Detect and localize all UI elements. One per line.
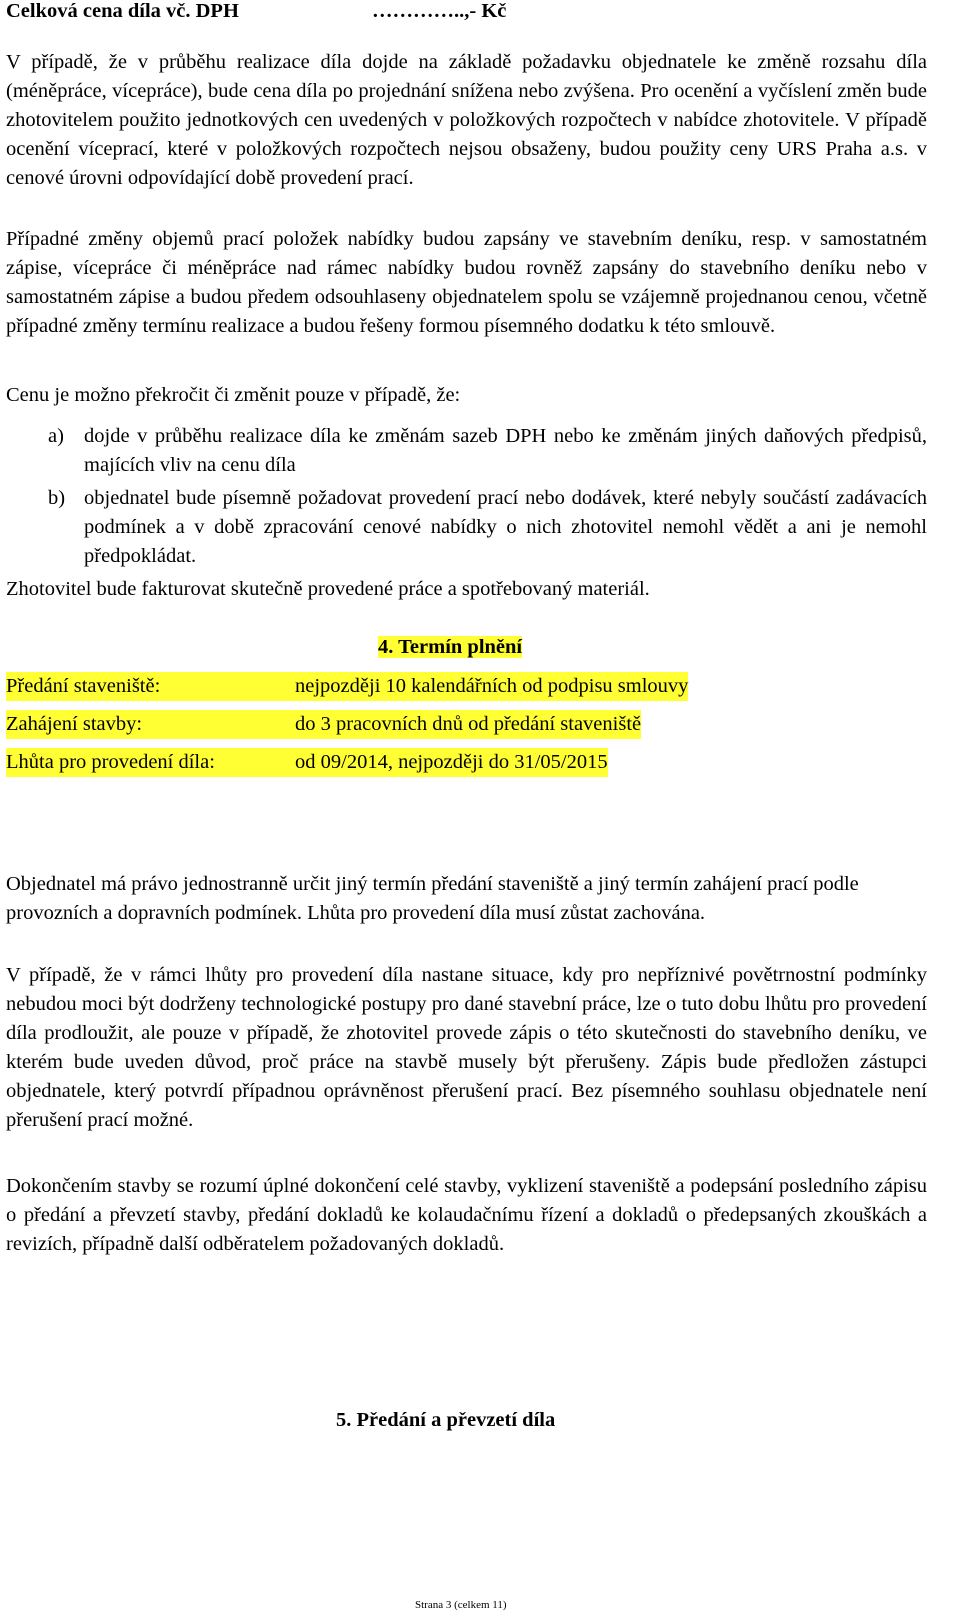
weather-delay-paragraph: V případě, že v rámci lhůty pro provedení díla nastane situace, kdy pro nepříznivé povětrnostní podmínky nebudou moci být dodrženy technologické postupy pro dané stavební práce, lze o tuto dobu lhůtu pro provedení díla prodloužit, ale pouze v případě, že zhotovitel provede zápis o této skutečnosti do stavebního deníku, ve kterém bude uveden důvod, proč práce na stavbě musely být přerušeny. Zápis bude předložen zástupci objednatele, který potvrdí případnou oprávněnost přerušení prací. Bez písemného souhlasu objednatele není přerušení prací možné. xyxy=(6,964,927,1131)
total-price-label: Celková cena díla vč. DPH xyxy=(6,0,239,22)
invoicing-paragraph: Zhotovitel bude fakturovat skutečně provedené práce a spotřebovaný materiál. xyxy=(6,578,650,600)
schedule-row-label: Zahájení stavby: xyxy=(6,710,295,739)
completion-definition-paragraph: Dokončením stavby se rozumí úplné dokončení celé stavby, vyklizení staveniště a podepsání posledního zápisu o předání a převzetí stavby, předání dokladů ke kolaudačnímu řízení a dokladů o předepsaných zkouškách a revizích, případně další odběratelem požadovaných dokladů. xyxy=(6,1175,927,1255)
schedule-row-value: do 3 pracovních dnů od předání staveniště xyxy=(295,710,641,739)
list-item-text: dojde v průběhu realizace díla ke změnám sazeb DPH nebo ke změnám jiných daňových předpisů, majících vliv na cenu díla xyxy=(84,425,927,476)
section-heading-4-text: 4. Termín plnění xyxy=(378,636,523,658)
schedule-row-label: Předání staveniště: xyxy=(6,672,295,701)
list-item xyxy=(48,484,927,571)
section-heading-4 xyxy=(378,633,522,662)
schedule-row-value: nejpozději 10 kalendářních od podpisu smlouvy xyxy=(295,672,688,701)
page-number: Strana 3 (celkem 11) xyxy=(415,1599,507,1611)
price-exceed-intro: Cenu je možno překročit či změnit pouze v případě, že: xyxy=(6,384,461,406)
total-price-value: …………..,- Kč xyxy=(372,0,507,22)
scope-change-paragraph: Případné změny objemů prací položek nabídky budou zapsány ve stavebním deníku, resp. v samostatném zápise, vícepráce či méněpráce nad rámec nabídky budou rovněž zapsány do stavebního deníku nebo v samostatném zápise a budou předem odsouhlaseny objednatelem spolu se vzájemně projednanou cenou, včetně případné změny termínu realizace a budou řešeny formou písemného dodatku k této smlouvě. xyxy=(6,228,927,337)
deadline-change-paragraph: Objednatel má právo jednostranně určit jiný termín předání staveniště a jiný termín zahájení prací podle provozních a dopravních podmínek. Lhůta pro provedení díla musí zůstat zachována. xyxy=(6,873,859,924)
list-marker: a) xyxy=(48,425,64,447)
price-change-paragraph: V případě, že v průběhu realizace díla dojde na základě požadavku objednatele ke změně rozsahu díla (méněpráce, vícepráce), bude cena díla po projednání snížena nebo zvýšena. Pro ocenění a vyčíslení změn bude zhotovitelem použito jednotkových cen uvedených v položkových rozpočtech v nabídce zhotovitele. V případě ocenění víceprací, které v položkových rozpočtech nejsou obsaženy, budou použity ceny URS Praha a.s. v cenové úrovni odpovídající době provedení prací. xyxy=(6,51,927,189)
schedule-row-label: Lhůta pro provedení díla: xyxy=(6,748,295,777)
list-marker: b) xyxy=(48,487,66,509)
list-item-text: objednatel bude písemně požadovat provedení prací nebo dodávek, které nebyly součástí zadávacích podmínek a v době zpracování cenové nabídky o nich zhotovitel nemohl vědět a ani je nemohl předpokládat. xyxy=(84,487,927,567)
list-item xyxy=(48,422,927,480)
section-heading-5: 5. Předání a převzetí díla xyxy=(336,1409,556,1431)
schedule-row-value: od 09/2014, nejpozději do 31/05/2015 xyxy=(295,748,608,777)
total-price-line xyxy=(6,0,906,26)
